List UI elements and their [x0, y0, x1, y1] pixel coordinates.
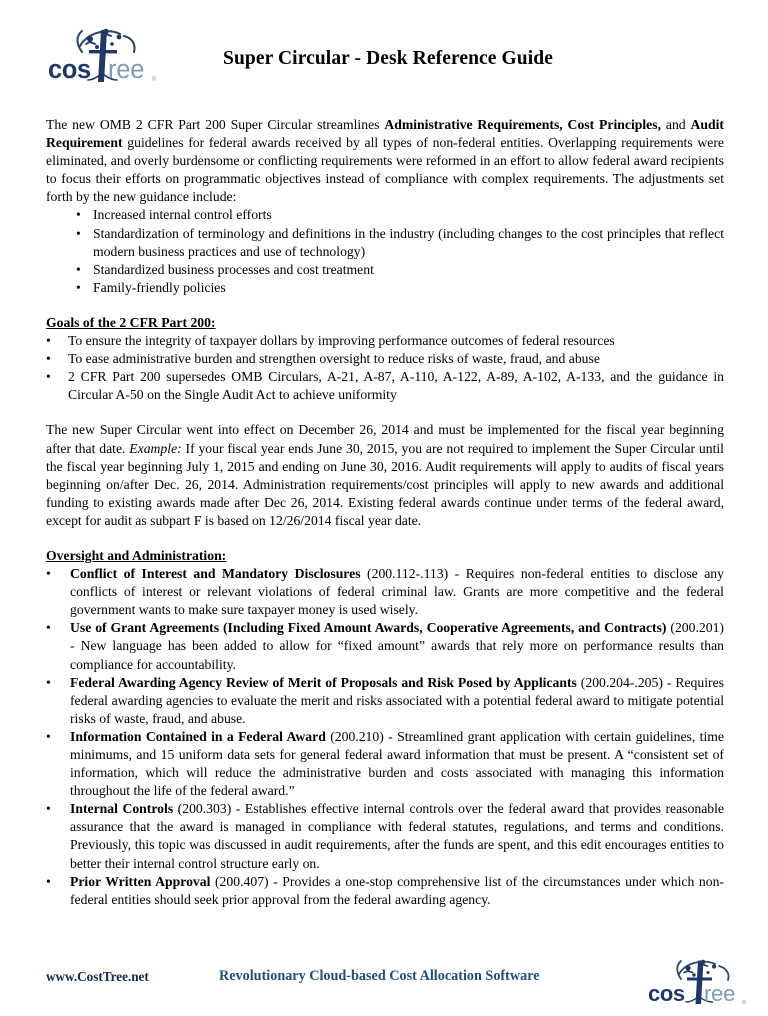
intro-bold-2: Audit Requirement	[46, 117, 724, 151]
list-item	[46, 619, 724, 673]
registered-mark-icon: ®	[742, 1000, 747, 1006]
list-item-title: Information Contained in a Federal Award	[70, 728, 326, 744]
list-item-body: (200.303) - Establishes effective internal controls over the federal award that provides reasonable assurance that the award is managed in compliance with federal statutes, regulations, and terms and conditions. Previously, this topic was discussed in audit requirements, after the funds are spent, and this edit encourages entities to better their internal control structure early on.	[70, 801, 724, 871]
list-item	[46, 350, 724, 368]
bullet-icon: •	[76, 207, 81, 223]
list-item-title: Federal Awarding Agency Review of Merit of Proposals and Risk Posed by Applicants	[70, 674, 577, 690]
intro-text-3: guidelines for federal awards received by all types of non-federal entities. Overlapping requirements were eliminated, and overly burdensome or conflicting requirements were reformed in an effort to allow federal award recipients to focus their efforts on programmatic objectives instead of compliance with complex requirements. The adjustments set forth by the new guidance include:	[46, 135, 724, 205]
list-item	[46, 728, 724, 800]
logo-text-light: ree	[108, 56, 145, 84]
spacer	[46, 530, 724, 547]
intro-bold-1: Administrative Requirements, Cost Principles,	[384, 117, 662, 132]
effective-text-1: The new Super Circular went into effect on December 26, 2014 and must be implemented for the fiscal year beginning after that date.	[46, 422, 724, 456]
list-item-text: Family-friendly policies	[93, 279, 226, 295]
list-item	[46, 261, 724, 279]
list-item-title: Use of Grant Agreements (Including Fixed Amount Awards, Cooperative Agreements, and Contracts)	[70, 620, 667, 636]
document-page	[0, 22, 768, 1016]
adjustments-list	[46, 206, 724, 296]
intro-text-2: and	[661, 117, 691, 132]
bullet-icon: •	[46, 674, 51, 690]
goals-heading: Goals of the 2 CFR Part 200:	[46, 314, 216, 330]
effective-date-paragraph	[46, 421, 724, 530]
document-body	[46, 116, 724, 909]
logo-text-dark: cos	[48, 56, 91, 84]
list-item	[46, 206, 724, 224]
list-item-text: Standardization of terminology and definitions in the industry (including changes to the cost principles that reflect modern business practices and use of technology)	[93, 225, 724, 259]
oversight-heading-row	[46, 547, 724, 565]
list-item-text: To ease administrative burden and strengthen oversight to reduce risks of waste, fraud, and abuse	[68, 351, 600, 367]
list-item	[46, 368, 724, 404]
spacer	[46, 404, 724, 421]
list-item-text: To ensure the integrity of taxpayer dollars by improving performance outcomes of federal resources	[68, 333, 615, 349]
list-item-body: (200.210) - Streamlined grant application with certain guidelines, time minimums, and 15 uniform data sets for general federal award information that must be present. A “consistent set of information, which will reduce the administrative burden and costs associated with managing this information throughout the life of the federal award.”	[70, 728, 724, 799]
list-item-text: 2 CFR Part 200 supersedes OMB Circulars, A-21, A-87, A-110, A-122, A-89, A-102, A-133, and the guidance in Circular A-50 on the Single Audit Act to achieve uniformity	[68, 369, 724, 403]
effective-example-label: Example:	[129, 440, 182, 456]
page-title: Super Circular - Desk Reference Guide	[223, 48, 553, 69]
list-item	[46, 873, 724, 909]
logo-text-light: ree	[704, 981, 736, 1006]
page-header	[0, 22, 768, 94]
registered-mark-icon: ®	[152, 77, 157, 83]
effective-text-2: If your fiscal year ends June 30, 2015, you are not required to implement the Super Circular until the fiscal year beginning July 1, 2015 and ending on June 30, 2016. Audit requirements will apply to audits of fiscal years beginning on/after Dec. 26, 2014. Administration requirements/cost principles will apply to new awards and additional funding to existing awards made after Dec 26, 2014. Existing federal awards continue under terms of the federal award, except for audit as subpart F is based on 12/26/2014 fiscal year date.	[46, 440, 724, 528]
intro-paragraph	[46, 116, 724, 206]
list-item-body: (200.112-.113) - Requires non-federal entities to disclose any conflicts of interest or relevant violations of federal criminal law. Grants are more competitive and the federal government wants to make sure taxpayer money is used wisely.	[70, 566, 724, 618]
bullet-icon: •	[46, 801, 51, 817]
bullet-icon: •	[46, 620, 51, 636]
oversight-heading: Oversight and Administration:	[46, 547, 227, 563]
logo-text-dark: cos	[648, 981, 685, 1006]
footer-tagline: Revolutionary Cloud-based Cost Allocation Software	[219, 968, 540, 984]
list-item	[46, 225, 724, 261]
list-item	[46, 800, 724, 872]
list-item-text: Standardized business processes and cost treatment	[93, 261, 374, 277]
list-item	[46, 279, 724, 297]
list-item	[46, 674, 724, 728]
list-item-title: Conflict of Interest and Mandatory Disclosures	[70, 566, 361, 582]
list-item-text: Increased internal control efforts	[93, 207, 272, 223]
bullet-icon: •	[46, 728, 51, 744]
goals-heading-row	[46, 314, 724, 332]
goals-list	[46, 332, 724, 404]
bullet-icon: •	[76, 279, 81, 295]
costree-logo	[46, 22, 164, 90]
bullet-icon: •	[46, 333, 51, 349]
intro-text-1: The new OMB 2 CFR Part 200 Super Circular streamlines	[46, 117, 385, 132]
bullet-icon: •	[76, 225, 81, 241]
list-item-body: (200.204-.205) - Requires federal awarding agencies to evaluate the merit and risks associated with a potential federal award to mitigate potential risks of waste, fraud, and abuse.	[70, 674, 725, 726]
list-item-title: Internal Controls	[70, 801, 174, 817]
footer-website-url[interactable]: www.CostTree.net	[46, 969, 149, 984]
list-item	[46, 332, 724, 350]
page-footer	[0, 952, 768, 1016]
list-item-title: Prior Written Approval	[70, 873, 211, 889]
bullet-icon: •	[46, 566, 51, 582]
list-item-body: (200.201) - New language has been added to allow for “fixed amount” awards that rely more on performance results than compliance for accountability.	[70, 620, 724, 672]
bullet-icon: •	[46, 351, 51, 367]
list-item-body: (200.407) - Provides a one-stop comprehensive list of the circumstances under which non-federal entities should seek prior approval from the federal awarding agency.	[70, 873, 724, 907]
bullet-icon: •	[76, 261, 81, 277]
spacer	[46, 297, 724, 314]
bullet-icon: •	[46, 873, 51, 889]
costree-logo-footer	[648, 954, 758, 1010]
bullet-icon: •	[46, 369, 51, 385]
oversight-list	[46, 565, 724, 909]
list-item	[46, 565, 724, 619]
